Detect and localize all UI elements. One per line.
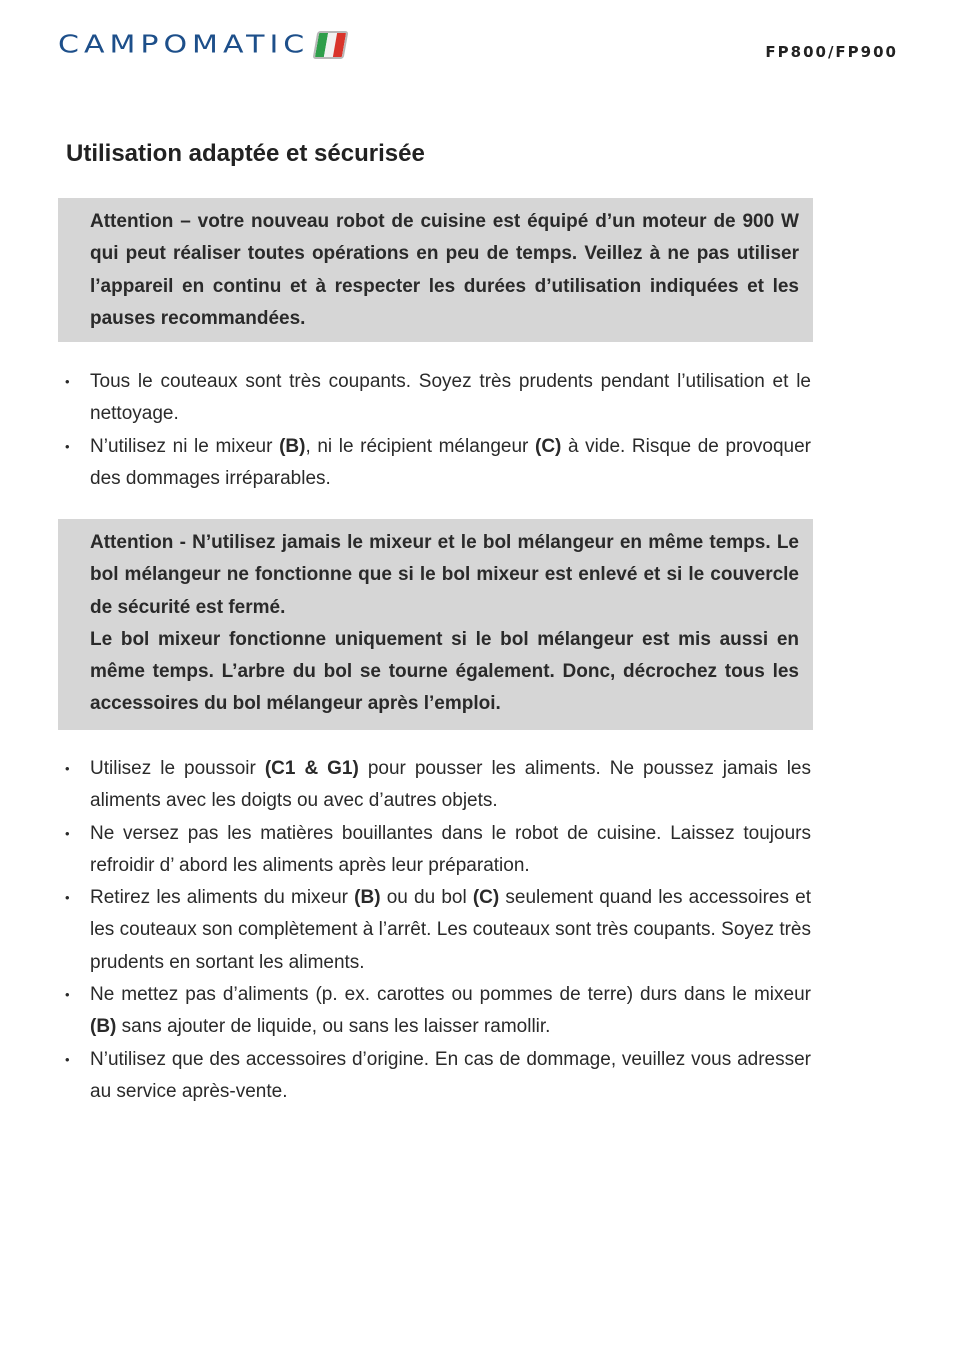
item-text: Utilisez le poussoir [90, 758, 265, 779]
item-text: ou du bol [380, 887, 473, 909]
model-number: FP800/FP900 [765, 43, 898, 61]
item-ref: (C) [472, 887, 500, 909]
attention-text: Attention – votre nouveau robot de cuisine est équipé d’un moteur de 900 W qui peut réaliser toutes opérations en peu de temps. Veillez à ne pas utiliser l’appareil en continu et à respecter les durées d’utilisation indiquées et les pauses recommandées. [90, 211, 799, 329]
list-item [58, 1044, 811, 1109]
item-ref: (B) [354, 887, 381, 909]
item-text: Ne versez pas les matières bouillantes dans le robot de cuisine. Laissez toujours refroidir d’ abord les aliments après leur préparation. [90, 822, 811, 876]
item-text: N’utilisez que des accessoires d’origine. En cas de dommage, veuillez vous adresser au service après-vente. [90, 1048, 811, 1102]
safety-list-1 [58, 366, 811, 495]
item-ref: (B) [279, 435, 306, 457]
list-item [58, 431, 811, 496]
list-item [58, 366, 811, 431]
item-text: Ne mettez pas d’aliments (p. ex. carottes ou pommes de terre) durs dans le mixeur [90, 984, 811, 1006]
attention-paragraph-1: Attention - N’utilisez jamais le mixeur et le bol mélangeur en même temps. Le bol mélangeur ne fonctionne que si le bol mixeur est enlevé et si le couvercle de sécurité est fermé. [90, 532, 799, 618]
list-item [58, 753, 811, 818]
attention-box-motor [58, 198, 813, 342]
item-text: Retirez les aliments du mixeur [90, 887, 355, 909]
item-ref: (B) [90, 1016, 117, 1038]
item-text: à vide. Risque de provoquer des dommages irréparables. [90, 435, 811, 489]
item-text: , ni le récipient mélangeur [305, 435, 535, 457]
list-item [58, 882, 811, 979]
list-item [58, 979, 811, 1044]
item-text: Tous le couteaux sont très coupants. Soyez très prudents pendant l’utilisation et le nettoyage. [90, 371, 811, 425]
brand-name: CAMPOMATIC [58, 30, 310, 59]
brand-logo [58, 30, 346, 60]
item-text: sans ajouter de liquide, ou sans les laisser ramollir. [116, 1016, 551, 1038]
italian-flag-icon [313, 31, 349, 59]
item-ref: (C) [535, 435, 562, 457]
safety-list-2 [58, 753, 811, 1108]
item-text: pour pousser les aliments. Ne poussez jamais les aliments avec les doigts ou avec d’autres objets. [90, 758, 812, 812]
item-text: seulement quand les accessoires et les couteaux son complètement à l’arrêt. Les couteaux sont très coupants. Soyez très prudents en sortant les aliments. [90, 887, 811, 973]
item-text: N’utilisez ni le mixeur [90, 435, 280, 457]
page-title: Utilisation adaptée et sécurisée [66, 140, 425, 167]
list-item [58, 818, 811, 883]
attention-paragraph-2: Le bol mixeur fonctionne uniquement si le bol mélangeur est mis aussi en même temps. L’arbre du bol se tourne également. Donc, décrochez tous les accessoires du bol mélangeur après l’emploi. [90, 628, 799, 715]
item-ref: (C1 & G1) [264, 758, 359, 779]
attention-box-bowls [58, 519, 813, 730]
